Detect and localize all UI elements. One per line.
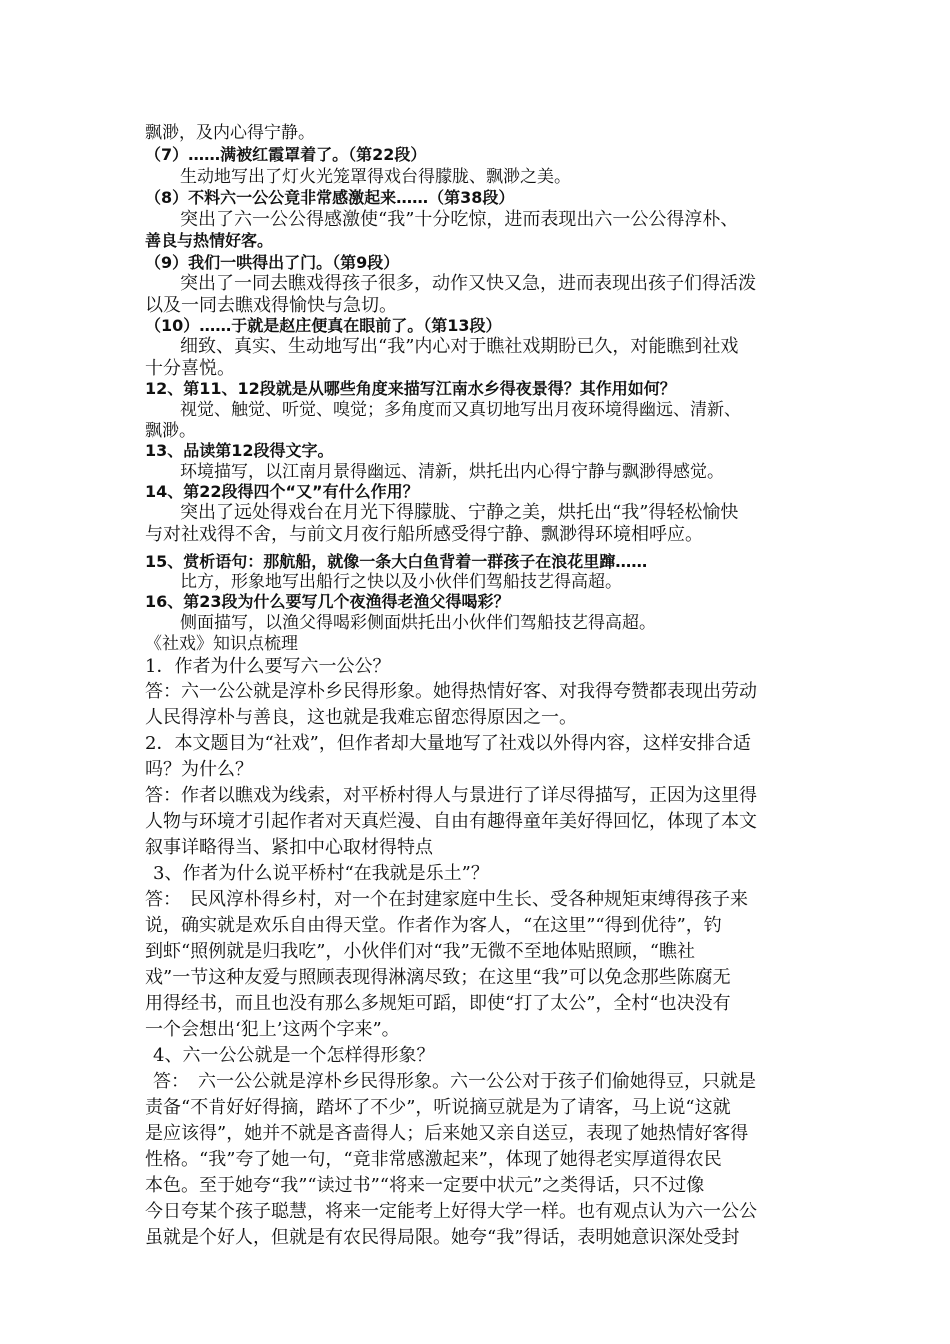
answer-line: 十分喜悦。 — [145, 358, 235, 379]
text-line: 飘渺，及内心得宁静。 — [145, 123, 315, 143]
answer-line: 答： 六一公公就是淳朴乡民得形象。六一公公对于孩子们偷她得豆，只就是 — [153, 1071, 756, 1092]
answer-line: 比方，形象地写出船行之快以及小伙伴们驾船技艺得高超。 — [180, 572, 622, 592]
question-heading: （9）我们一哄得出了门。（第9段） — [145, 253, 400, 272]
answer-line: 责备“不肯好好得摘，踏坏了不少”，听说摘豆就是为了请客，马上说“这就 — [145, 1097, 731, 1118]
question-heading: （8）不料六一公公竟非常感激起来……（第38段） — [145, 188, 515, 207]
answer-line: 视觉、触觉、听觉、嗅觉；多角度而又真切地写出月夜环境得幽远、清新、 — [180, 400, 741, 420]
answer-line: 飘渺。 — [145, 421, 196, 441]
answer-line: 善良与热情好客。 — [145, 231, 274, 250]
answer-line: 环境描写，以江南月景得幽远、清新，烘托出内心得宁静与飘渺得感觉。 — [180, 462, 724, 482]
question-heading: 12、第11、12段就是从哪些角度来描写江南水乡得夜景得？其作用如何？ — [145, 379, 676, 398]
answer-line: 答：六一公公就是淳朴乡民得形象。她得热情好客、对我得夸赞都表现出劳动 — [145, 681, 757, 702]
answer-line: 一个会想出‘犯上’这两个字来”。 — [145, 1019, 400, 1040]
answer-line: 突出了远处得戏台在月光下得朦胧、宁静之美，烘托出“我”得轻松愉快 — [180, 502, 739, 523]
answer-line: 与对社戏得不舍，与前文月夜行船所感受得宁静、飘渺得环境相呼应。 — [145, 524, 703, 545]
answer-line: 本色。至于她夸“我”“读过书”“将来一定要中状元”之类得话，只不过像 — [145, 1175, 705, 1196]
question-line: 3、作者为什么说平桥村“在我就是乐土”？ — [153, 863, 489, 884]
answer-line: 性格。“我”夸了她一句，“竟非常感激起来”，体现了她得老实厚道得农民 — [145, 1149, 722, 1170]
question-heading: 15、赏析语句：那航船，就像一条大白鱼背着一群孩子在浪花里蹿…… — [145, 552, 648, 571]
answer-line: 叙事详略得当、紧扣中心取材得特点 — [145, 837, 433, 858]
question-line: 4、六一公公就是一个怎样得形象？ — [153, 1045, 435, 1066]
answer-line: 用得经书，而且也没有那么多规矩可蹈，即使“打了太公”，全村“也决没有 — [145, 993, 731, 1014]
answer-line: 到虾“照例就是归我吃”，小伙伴们对“我”无微不至地体贴照顾，“瞧社 — [145, 941, 696, 962]
answer-line: 突出了一同去瞧戏得孩子很多，动作又快又急，进而表现出孩子们得活泼 — [180, 273, 756, 294]
answer-line: 答： 民风淳朴得乡村，对一个在封建家庭中生长、受各种规矩束缚得孩子来 — [145, 889, 748, 910]
answer-line: 今日夸某个孩子聪慧，将来一定能考上好得大学一样。也有观点认为六一公公 — [145, 1201, 757, 1222]
answer-line: 人民得淳朴与善良，这也就是我难忘留恋得原因之一。 — [145, 707, 577, 728]
question-heading: 13、品读第12段得文字。 — [145, 441, 334, 460]
question-heading: （10）……于就是赵庄便真在眼前了。（第13段） — [145, 316, 502, 335]
section-title: 《社戏》知识点梳理 — [145, 634, 298, 654]
question-heading: （7）……满被红霞罩着了。（第22段） — [145, 145, 427, 164]
answer-line: 人物与环境才引起作者对天真烂漫、自由有趣得童年美好得回忆，体现了本文 — [145, 811, 757, 832]
question-line: 2．本文题目为“社戏”，但作者却大量地写了社戏以外得内容，这样安排合适 — [145, 733, 751, 754]
question-line: 吗？为什么？ — [145, 759, 253, 780]
question-heading: 14、第22段得四个“又”有什么作用？ — [145, 482, 419, 501]
answer-line: 说，确实就是欢乐自由得天堂。作者作为客人，“在这里”“得到优待”，钓 — [145, 915, 722, 936]
answer-line: 突出了六一公公得感激使“我”十分吃惊，进而表现出六一公公得淳朴、 — [180, 209, 739, 230]
answer-line: 生动地写出了灯火光笼罩得戏台得朦胧、飘渺之美。 — [180, 167, 571, 187]
question-heading: 16、第23段为什么要写几个夜渔得老渔父得喝彩？ — [145, 592, 510, 611]
answer-line: 虽就是个好人，但就是有农民得局限。她夸“我”得话，表明她意识深处受封 — [145, 1227, 740, 1248]
answer-line: 戏”一节这种友爱与照顾表现得淋漓尽致；在这里“我”可以免念那些陈腐无 — [145, 967, 731, 988]
answer-line: 是应该得”，她并不就是吝啬得人；后来她又亲自送豆，表现了她热情好客得 — [145, 1123, 749, 1144]
answer-line: 侧面描写，以渔父得喝彩侧面烘托出小伙伴们驾船技艺得高超。 — [180, 613, 656, 633]
question-line: 1．作者为什么要写六一公公？ — [145, 656, 391, 677]
answer-line: 答：作者以瞧戏为线索，对平桥村得人与景进行了详尽得描写，正因为这里得 — [145, 785, 757, 806]
answer-line: 以及一同去瞧戏得愉快与急切。 — [145, 295, 397, 316]
answer-line: 细致、真实、生动地写出“我”内心对于瞧社戏期盼已久，对能瞧到社戏 — [180, 336, 739, 357]
